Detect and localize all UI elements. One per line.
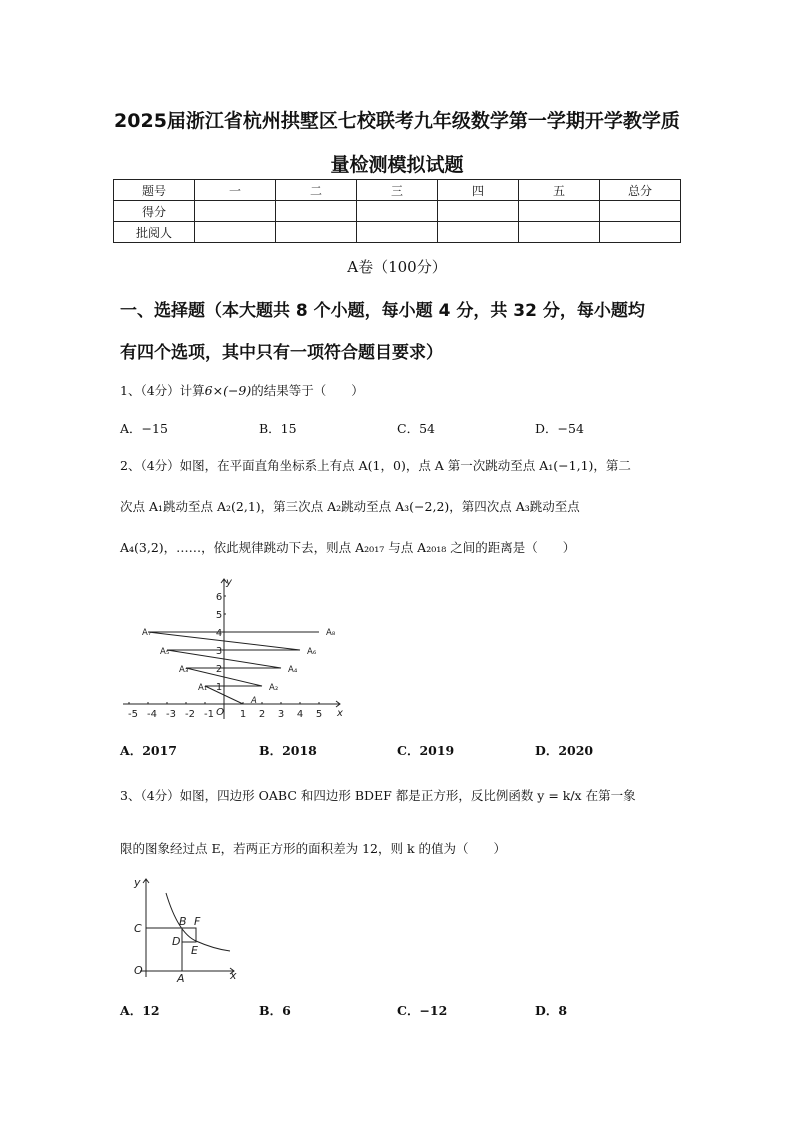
- point-label: A₆: [307, 647, 317, 657]
- x-axis-label: x: [230, 969, 237, 982]
- doc-title-line1: 2025届浙江省杭州拱墅区七校联考九年级数学第一学期开学教学质: [114, 110, 680, 132]
- question-3-line2: 限的图象经过点 E，若两正方形的面积差为 12，则 k 的值为（ ）: [120, 841, 506, 856]
- x-axis-label: x: [337, 708, 343, 719]
- q1-option-d[interactable]: D．−54: [535, 421, 584, 436]
- table-cell: 题号: [114, 180, 195, 201]
- question-2-line3: A₄(3,2)，……，依此规律跳动下去，则点 A₂₀₁₇ 与点 A₂₀₁₈ 之间的距离是（ ）: [120, 540, 576, 555]
- table-cell: 四: [438, 180, 519, 201]
- score-table: [113, 179, 681, 243]
- point-label: A: [251, 696, 257, 706]
- table-row: [114, 201, 681, 222]
- q1-option-b[interactable]: B．15: [259, 421, 297, 436]
- score-input-cell[interactable]: [438, 201, 519, 222]
- table-cell: 五: [519, 180, 600, 201]
- doc-title-line2: 量检测模拟试题: [330, 154, 464, 176]
- score-input-cell[interactable]: [276, 222, 357, 243]
- q3-option-a[interactable]: A．12: [120, 1003, 160, 1018]
- q2-coordinate-figure: [118, 575, 350, 723]
- x-tick-label: 4: [296, 709, 304, 720]
- volume-label: A卷（100分）: [347, 258, 447, 276]
- x-tick-label: -5: [128, 709, 138, 720]
- q2-option-a[interactable]: A．2017: [120, 743, 177, 758]
- x-tick-label: 2: [258, 709, 266, 720]
- score-input-cell[interactable]: [357, 222, 438, 243]
- table-row: [114, 222, 681, 243]
- score-input-cell[interactable]: [438, 222, 519, 243]
- q3-square-figure: [126, 873, 242, 983]
- origin-label: O: [134, 964, 143, 977]
- question-1-expr: 6×(−9): [204, 383, 252, 398]
- q1-option-a[interactable]: A．−15: [120, 421, 168, 436]
- table-cell: 批阅人: [114, 222, 195, 243]
- question-1-prefix: 1、（4分）计算: [120, 383, 205, 398]
- score-input-cell[interactable]: [600, 201, 681, 222]
- point-label-b: B: [179, 915, 187, 928]
- score-input-cell[interactable]: [519, 201, 600, 222]
- table-cell: 一: [195, 180, 276, 201]
- point-label: A₃: [179, 665, 189, 675]
- point-label-c: C: [134, 922, 142, 935]
- q3-option-b[interactable]: B．6: [259, 1003, 291, 1018]
- y-axis-label: y: [134, 876, 141, 889]
- y-tick-label: 5: [215, 610, 223, 621]
- q2-option-d[interactable]: D．2020: [535, 743, 594, 758]
- score-input-cell[interactable]: [519, 222, 600, 243]
- x-tick-label: 3: [277, 709, 285, 720]
- q2-option-b[interactable]: B．2018: [259, 743, 317, 758]
- question-3-line1: 3、（4分）如图，四边形 OABC 和四边形 BDEF 都是正方形，反比例函数 y = k/x 在第一象: [120, 788, 636, 803]
- point-label-f: F: [194, 915, 201, 928]
- score-input-cell[interactable]: [276, 201, 357, 222]
- score-input-cell[interactable]: [195, 222, 276, 243]
- point-label: A₁: [198, 683, 208, 693]
- y-tick-label: 6: [215, 592, 223, 603]
- q2-option-c[interactable]: C．2019: [397, 743, 455, 758]
- question-1: [120, 381, 364, 399]
- point-label: A₅: [160, 647, 170, 657]
- point-label: A₈: [326, 628, 336, 638]
- table-cell: 得分: [114, 201, 195, 222]
- point-label-d: D: [172, 935, 181, 948]
- score-input-cell[interactable]: [600, 222, 681, 243]
- x-tick-label: 5: [315, 709, 323, 720]
- score-input-cell[interactable]: [357, 201, 438, 222]
- point-label-a: A: [177, 972, 185, 983]
- section-heading-line2: 有四个选项，其中只有一项符合题目要求）: [120, 343, 443, 363]
- table-cell: 总分: [600, 180, 681, 201]
- y-tick-label: 2: [215, 664, 223, 675]
- x-tick-label: -4: [147, 709, 157, 720]
- question-2-line1: 2、（4分）如图，在平面直角坐标系上有点 A(1，0)，点 A 第一次跳动至点 A₁(−1,1)，第二: [120, 458, 631, 473]
- y-tick-label: 3: [215, 646, 223, 657]
- q3-option-c[interactable]: C．−12: [397, 1003, 448, 1018]
- x-tick-label: 1: [239, 709, 247, 720]
- question-1-suffix: 的结果等于（ ）: [251, 383, 364, 398]
- y-axis-label: y: [226, 577, 232, 588]
- origin-label: O: [216, 707, 224, 718]
- point-label: A₇: [142, 628, 152, 638]
- q3-option-d[interactable]: D．8: [535, 1003, 568, 1018]
- y-tick-label: 4: [215, 628, 223, 639]
- q1-option-c[interactable]: C．54: [397, 421, 435, 436]
- x-tick-label: -2: [185, 709, 195, 720]
- question-2-line2: 次点 A₁跳动至点 A₂(2,1)，第三次点 A₂跳动至点 A₃(−2,2)，第四次点 A₃跳动至点: [120, 499, 580, 514]
- table-cell: 三: [357, 180, 438, 201]
- point-label: A₂: [269, 683, 279, 693]
- point-label: A₄: [288, 665, 298, 675]
- table-cell: 二: [276, 180, 357, 201]
- y-tick-label: 1: [215, 682, 223, 693]
- x-tick-label: -1: [204, 709, 214, 720]
- score-input-cell[interactable]: [195, 201, 276, 222]
- x-tick-label: -3: [166, 709, 176, 720]
- section-heading-line1: 一、选择题（本大题共 8 个小题，每小题 4 分，共 32 分，每小题均: [120, 301, 645, 321]
- table-row: [114, 180, 681, 201]
- point-label-e: E: [191, 944, 198, 957]
